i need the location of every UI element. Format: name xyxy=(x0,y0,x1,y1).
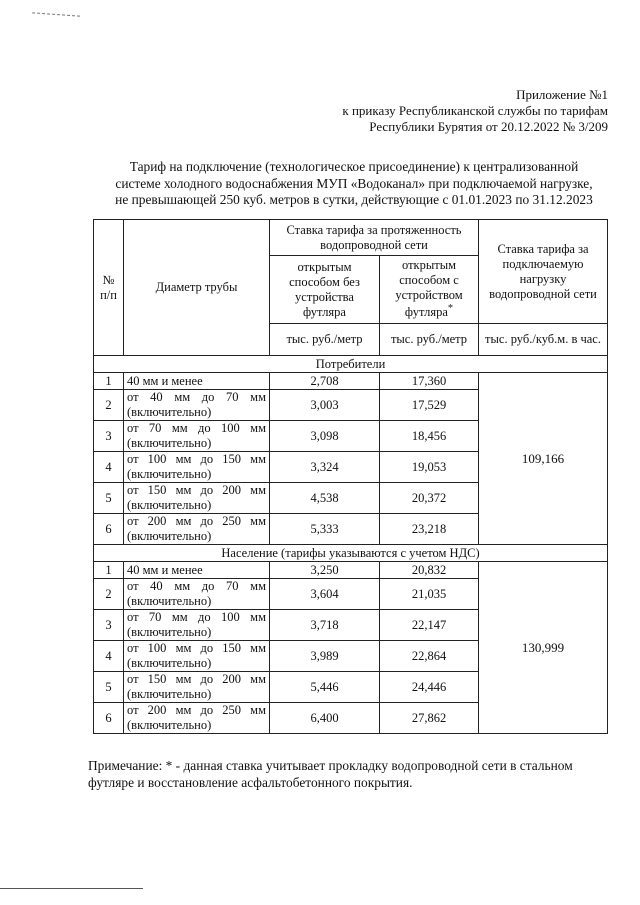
table-row xyxy=(94,562,608,579)
load-rate: 130,999 xyxy=(479,562,608,734)
footer-line xyxy=(0,888,143,889)
rate-open-no-case: 3,718 xyxy=(270,610,380,641)
header-rate-load: Ставка тарифа за подключаемую нагрузку водопроводной сети xyxy=(479,220,608,324)
row-number: 6 xyxy=(94,514,124,545)
rate-open-no-case: 2,708 xyxy=(270,373,380,390)
row-diameter: от 200 мм до 250 мм (включительно) xyxy=(124,703,270,734)
rate-open-no-case: 4,538 xyxy=(270,483,380,514)
row-diameter: от 150 мм до 200 мм (включительно) xyxy=(124,672,270,703)
section-title: Потребители xyxy=(94,356,608,373)
rate-open-no-case: 3,604 xyxy=(270,579,380,610)
rate-open-case: 17,360 xyxy=(380,373,479,390)
rate-open-case: 22,147 xyxy=(380,610,479,641)
rate-open-case: 18,456 xyxy=(380,421,479,452)
tariff-table xyxy=(93,219,608,734)
row-diameter: от 100 мм до 150 мм (включительно) xyxy=(124,641,270,672)
row-number: 6 xyxy=(94,703,124,734)
rate-open-no-case: 3,098 xyxy=(270,421,380,452)
header-num: № п/п xyxy=(94,220,124,356)
row-number: 4 xyxy=(94,641,124,672)
rate-open-case: 24,446 xyxy=(380,672,479,703)
rate-open-no-case: 3,989 xyxy=(270,641,380,672)
rate-open-no-case: 3,250 xyxy=(270,562,380,579)
row-diameter: от 200 мм до 250 мм (включительно) xyxy=(124,514,270,545)
rate-open-case: 22,864 xyxy=(380,641,479,672)
row-diameter: от 70 мм до 100 мм (включительно) xyxy=(124,421,270,452)
header-open-no-case: открытым способом без устройства футляра xyxy=(270,256,380,324)
row-diameter: 40 мм и менее xyxy=(124,373,270,390)
rate-open-no-case: 3,324 xyxy=(270,452,380,483)
rate-open-no-case: 5,333 xyxy=(270,514,380,545)
row-number: 1 xyxy=(94,373,124,390)
row-number: 5 xyxy=(94,672,124,703)
row-number: 2 xyxy=(94,390,124,421)
row-number: 3 xyxy=(94,421,124,452)
row-diameter: от 150 мм до 200 мм (включительно) xyxy=(124,483,270,514)
rate-open-case: 19,053 xyxy=(380,452,479,483)
row-diameter: от 100 мм до 150 мм (включительно) xyxy=(124,452,270,483)
header-diameter: Диаметр трубы xyxy=(124,220,270,356)
row-number: 2 xyxy=(94,579,124,610)
header-open-case: открытым способом с устройством футляра xyxy=(395,258,463,320)
title-line-3: не превышающей 250 куб. метров в сутки, действующие с 01.01.2023 по 31.12.2023 xyxy=(115,192,593,207)
scan-artifact xyxy=(32,12,80,18)
row-diameter: 40 мм и менее xyxy=(124,562,270,579)
table-row xyxy=(94,373,608,390)
header-open-case-cell xyxy=(380,256,479,324)
rate-open-case: 27,862 xyxy=(380,703,479,734)
header-rate-length: Ставка тарифа за протяженность водопроводной сети xyxy=(270,220,479,256)
asterisk-mark: * xyxy=(447,303,454,315)
row-number: 4 xyxy=(94,452,124,483)
title-line-2: системе холодного водоснабжения МУП «Водоканал» при подключаемой нагрузке, xyxy=(115,175,593,191)
unit-load: тыс. руб./куб.м. в час. xyxy=(479,324,608,356)
rate-open-no-case: 5,446 xyxy=(270,672,380,703)
row-number: 1 xyxy=(94,562,124,579)
rate-open-no-case: 3,003 xyxy=(270,390,380,421)
rate-open-no-case: 6,400 xyxy=(270,703,380,734)
title-line-1: Тариф на подключение (технологическое присоединение) к централизованной xyxy=(129,159,579,174)
appendix-line-2: к приказу Республиканской службы по тарифам xyxy=(342,103,608,118)
row-diameter: от 70 мм до 100 мм (включительно) xyxy=(124,610,270,641)
footnote: Примечание: * - данная ставка учитывает прокладку водопроводной сети в стальном футляре и восстановление асфальтобетонного покрытия. xyxy=(88,758,573,790)
row-number: 3 xyxy=(94,610,124,641)
appendix-line-3: Республики Бурятия от 20.12.2022 № 3/209 xyxy=(369,119,608,134)
load-rate: 109,166 xyxy=(479,373,608,545)
document-title xyxy=(88,159,620,209)
appendix-header xyxy=(342,87,608,135)
section-title: Население (тарифы указываются с учетом НДС) xyxy=(94,545,608,562)
row-diameter: от 40 мм до 70 мм (включительно) xyxy=(124,390,270,421)
row-diameter: от 40 мм до 70 мм (включительно) xyxy=(124,579,270,610)
rate-open-case: 17,529 xyxy=(380,390,479,421)
rate-open-case: 20,372 xyxy=(380,483,479,514)
unit-length-1: тыс. руб./метр xyxy=(270,324,380,356)
appendix-line-1: Приложение №1 xyxy=(516,87,608,102)
unit-length-2: тыс. руб./метр xyxy=(380,324,479,356)
rate-open-case: 20,832 xyxy=(380,562,479,579)
row-number: 5 xyxy=(94,483,124,514)
rate-open-case: 23,218 xyxy=(380,514,479,545)
rate-open-case: 21,035 xyxy=(380,579,479,610)
